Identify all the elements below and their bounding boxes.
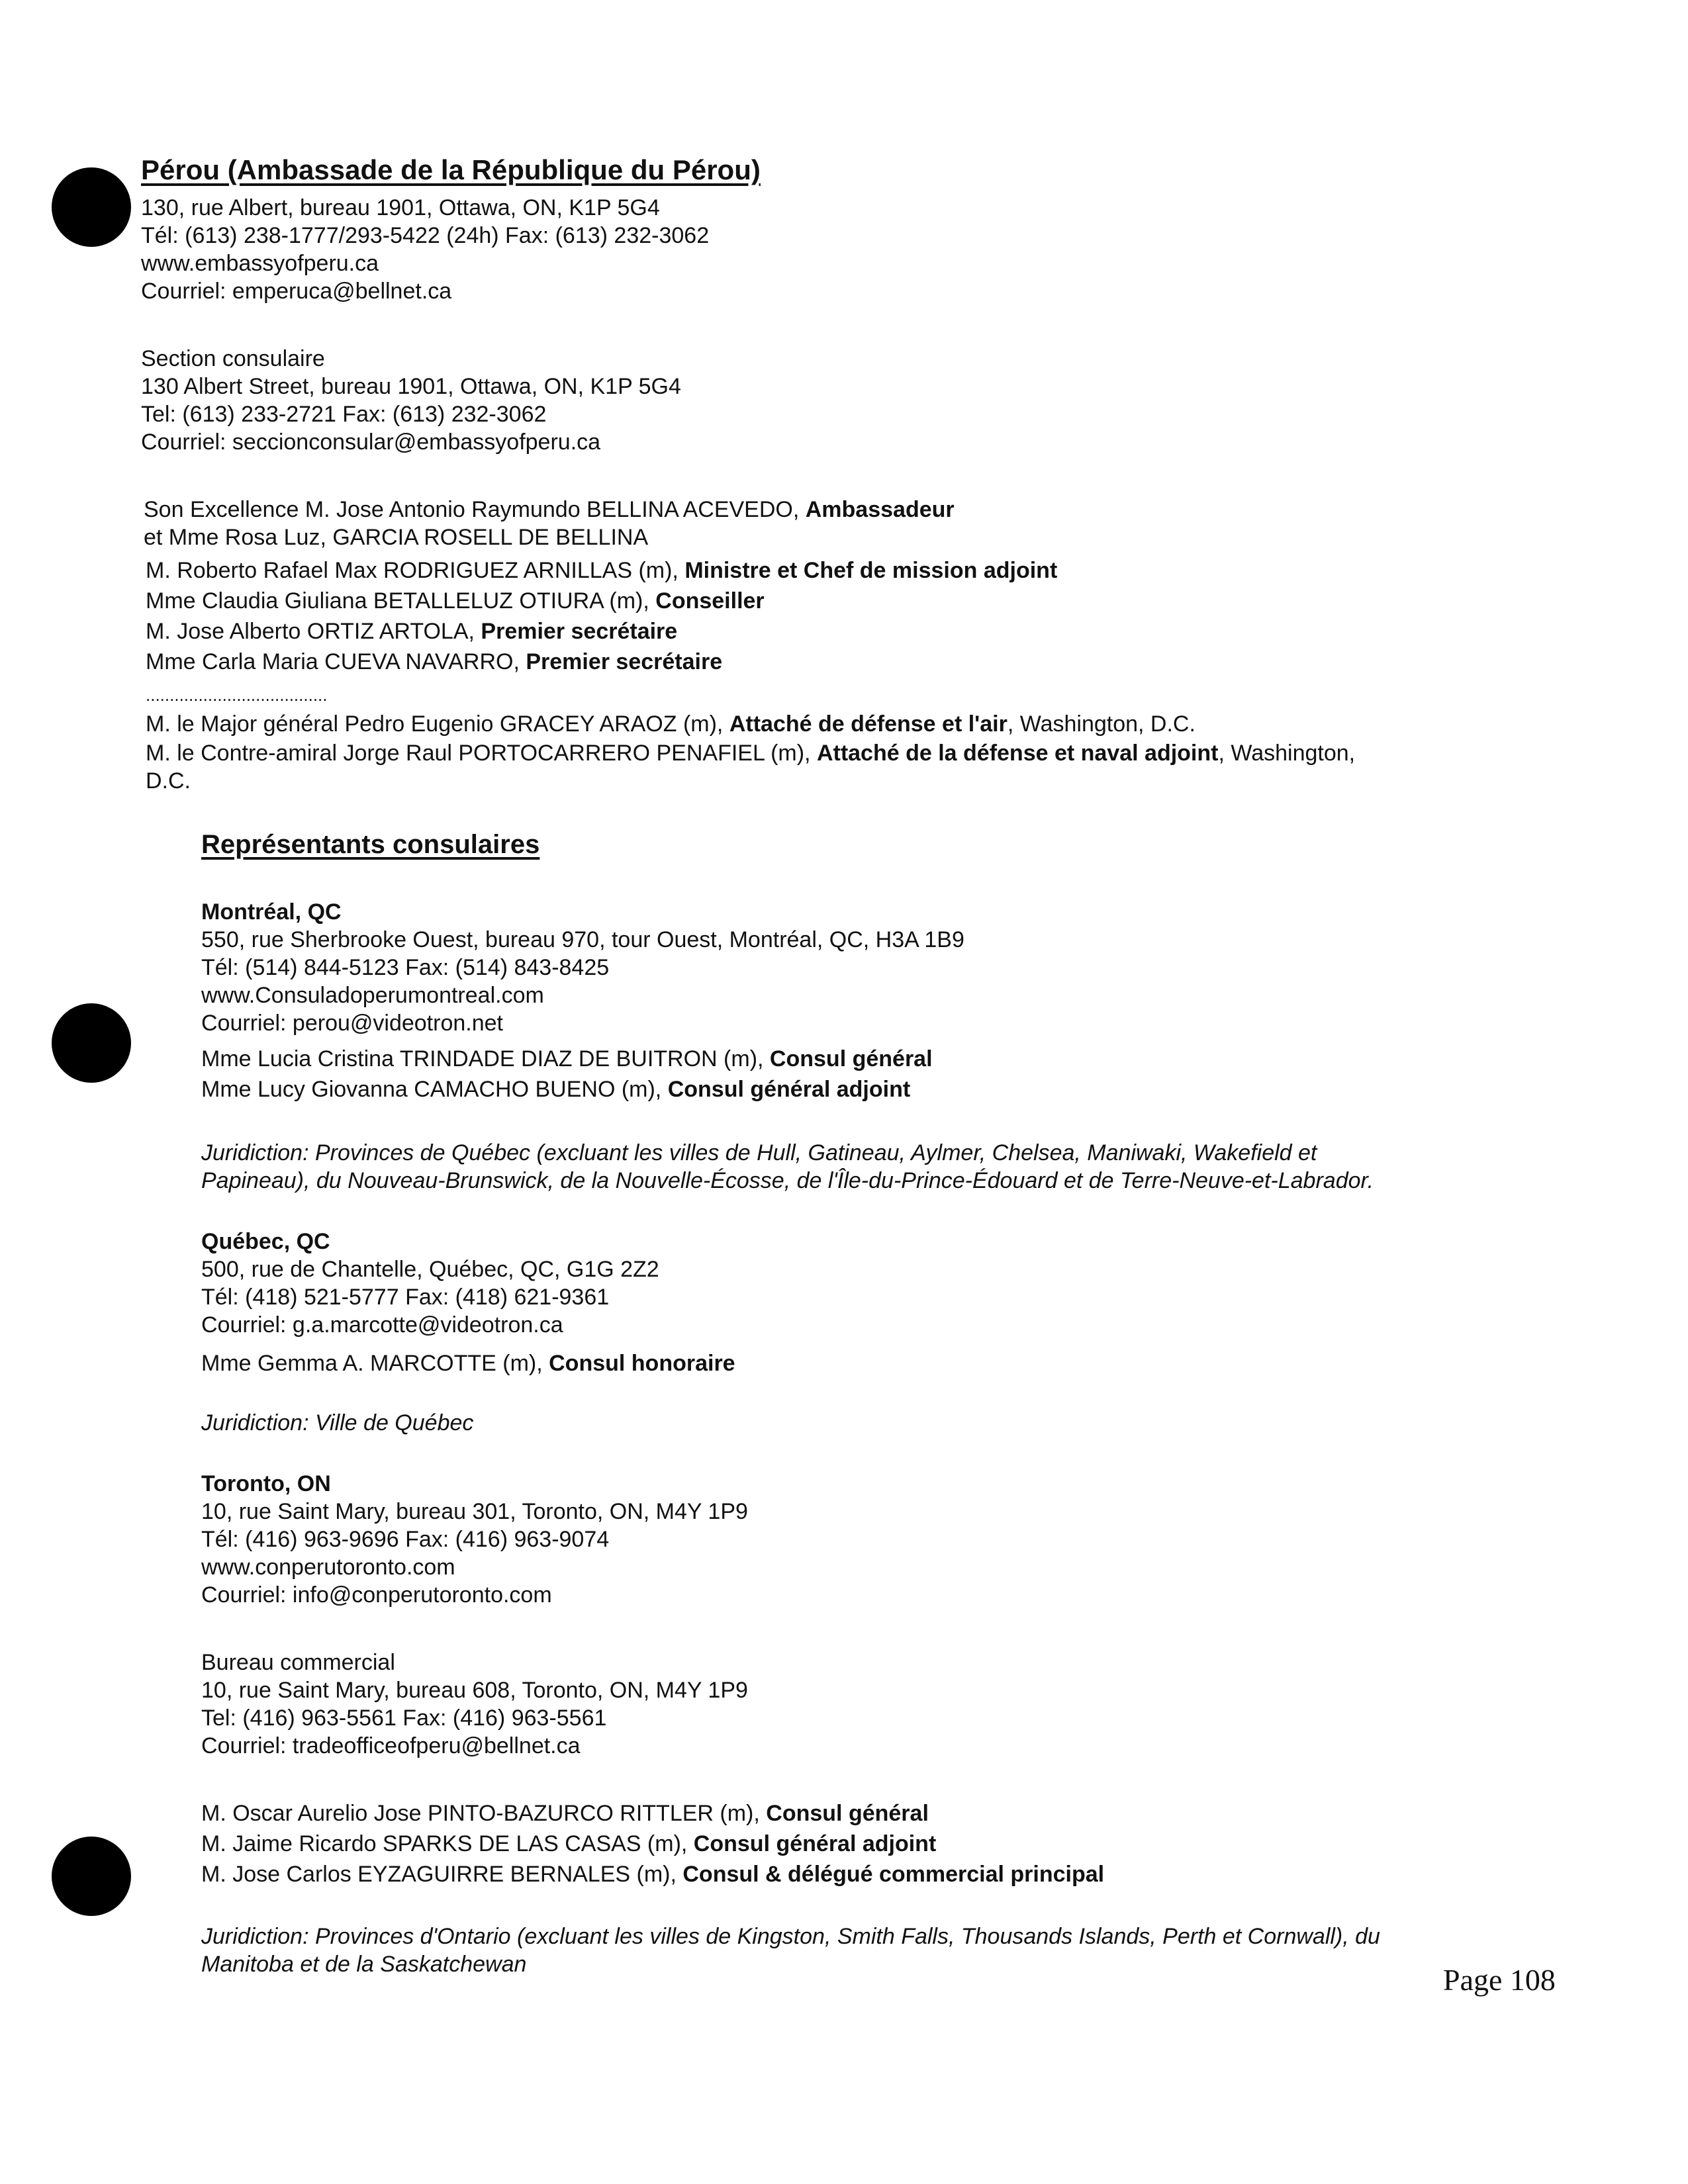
toronto-phone: Tél: (416) 963-9696 Fax: (416) 963-9074	[201, 1527, 610, 1552]
toronto-website: www.conperutoronto.com	[201, 1555, 455, 1580]
consular-section-address: 130 Albert Street, bureau 1901, Ottawa, ON, K1P 5G4	[141, 374, 681, 399]
montreal-website: www.Consuladoperumontreal.com	[201, 983, 544, 1008]
quebec-jurisdiction: Juridiction: Ville de Québec	[201, 1410, 474, 1435]
punch-hole-top	[52, 167, 131, 247]
embassy-website: www.embassyofperu.ca	[141, 251, 379, 276]
embassy-address: 130, rue Albert, bureau 1901, Ottawa, ON, K1P 5G4	[141, 195, 660, 220]
montreal-city: Montréal, QC	[201, 899, 342, 925]
page-number: Page 108	[1443, 1963, 1556, 1997]
toronto-person: M. Jose Carlos EYZAGUIRRE BERNALES (m), Consul & délégué commercial principal	[201, 1862, 1105, 1887]
quebec-person: Mme Gemma A. MARCOTTE (m), Consul honoraire	[201, 1351, 735, 1376]
quebec-email: Courriel: g.a.marcotte@videotron.ca	[201, 1312, 563, 1338]
embassy-email: Courriel: emperuca@bellnet.ca	[141, 279, 452, 304]
quebec-address: 500, rue de Chantelle, Québec, QC, G1G 2Z2	[201, 1257, 659, 1282]
staff-entry: Mme Claudia Giuliana BETALLELUZ OTIURA (m), Conseiller	[146, 588, 765, 614]
staff-entry-continued: D.C.	[146, 768, 191, 794]
toronto-email: Courriel: info@conperutoronto.com	[201, 1582, 552, 1608]
staff-entry: M. le Major général Pedro Eugenio GRACEY ARAOZ (m), Attaché de défense et l'air, Washington, D.C.	[146, 711, 1196, 737]
punch-hole-bottom	[52, 1837, 131, 1916]
staff-entry: M. Roberto Rafael Max RODRIGUEZ ARNILLAS (m), Ministre et Chef de mission adjoint	[146, 558, 1058, 583]
toronto-person: M. Jaime Ricardo SPARKS DE LAS CASAS (m), Consul général adjoint	[201, 1831, 937, 1856]
toronto-city: Toronto, ON	[201, 1471, 331, 1496]
staff-entry: Son Excellence M. Jose Antonio Raymundo BELLINA ACEVEDO, Ambassadeur	[144, 497, 955, 522]
consular-section-phone: Tel: (613) 233-2721 Fax: (613) 232-3062	[141, 402, 547, 427]
staff-entry: et Mme Rosa Luz, GARCIA ROSELL DE BELLINA	[144, 525, 649, 550]
quebec-phone: Tél: (418) 521-5777 Fax: (418) 621-9361	[201, 1285, 610, 1310]
toronto-jurisdiction: Juridiction: Provinces d'Ontario (excluant les villes de Kingston, Smith Falls, Thousands Islands, Perth et Cornwall), du	[201, 1924, 1380, 1949]
montreal-person: Mme Lucia Cristina TRINDADE DIAZ DE BUITRON (m), Consul général	[201, 1046, 933, 1071]
trade-office-phone: Tel: (416) 963-5561 Fax: (416) 963-5561	[201, 1706, 607, 1731]
montreal-email: Courriel: perou@videotron.net	[201, 1011, 503, 1036]
montreal-person: Mme Lucy Giovanna CAMACHO BUENO (m), Consul général adjoint	[201, 1077, 911, 1102]
trade-office-address: 10, rue Saint Mary, bureau 608, Toronto, ON, M4Y 1P9	[201, 1678, 748, 1703]
staff-entry: M. Jose Alberto ORTIZ ARTOLA, Premier secrétaire	[146, 619, 678, 644]
staff-entry: M. le Contre-amiral Jorge Raul PORTOCARRERO PENAFIEL (m), Attaché de la défense et naval adjoint, Washington,	[146, 741, 1356, 766]
montreal-jurisdiction: Juridiction: Provinces de Québec (excluant les villes de Hull, Gatineau, Aylmer, Chelsea, Maniwaki, Wakefield et	[201, 1140, 1317, 1165]
consular-section-title: Section consulaire	[141, 346, 325, 371]
toronto-address: 10, rue Saint Mary, bureau 301, Toronto, ON, M4Y 1P9	[201, 1499, 748, 1524]
montreal-address: 550, rue Sherbrooke Ouest, bureau 970, tour Ouest, Montréal, QC, H3A 1B9	[201, 927, 964, 952]
embassy-phone: Tél: (613) 238-1777/293-5422 (24h) Fax: (613) 232-3062	[141, 223, 710, 248]
embassy-title: Pérou (Ambassade de la République du Pérou)	[141, 154, 761, 185]
staff-separator: ......................................	[146, 685, 328, 705]
consular-reps-title: Représentants consulaires	[201, 830, 540, 859]
toronto-jurisdiction: Manitoba et de la Saskatchewan	[201, 1952, 527, 1977]
toronto-person: M. Oscar Aurelio Jose PINTO-BAZURCO RITTLER (m), Consul général	[201, 1801, 929, 1826]
quebec-city: Québec, QC	[201, 1229, 330, 1254]
trade-office-email: Courriel: tradeofficeofperu@bellnet.ca	[201, 1733, 581, 1758]
punch-hole-middle	[52, 1003, 131, 1083]
montreal-jurisdiction: Papineau), du Nouveau-Brunswick, de la Nouvelle-Écosse, de l'Île-du-Prince-Édouard et de Terre-Neuve-et-Labrador.	[201, 1168, 1374, 1193]
montreal-phone: Tél: (514) 844-5123 Fax: (514) 843-8425	[201, 955, 610, 980]
trade-office-title: Bureau commercial	[201, 1650, 395, 1675]
staff-entry: Mme Carla Maria CUEVA NAVARRO, Premier secrétaire	[146, 649, 723, 674]
consular-section-email: Courriel: seccionconsular@embassyofperu.ca	[141, 430, 601, 455]
